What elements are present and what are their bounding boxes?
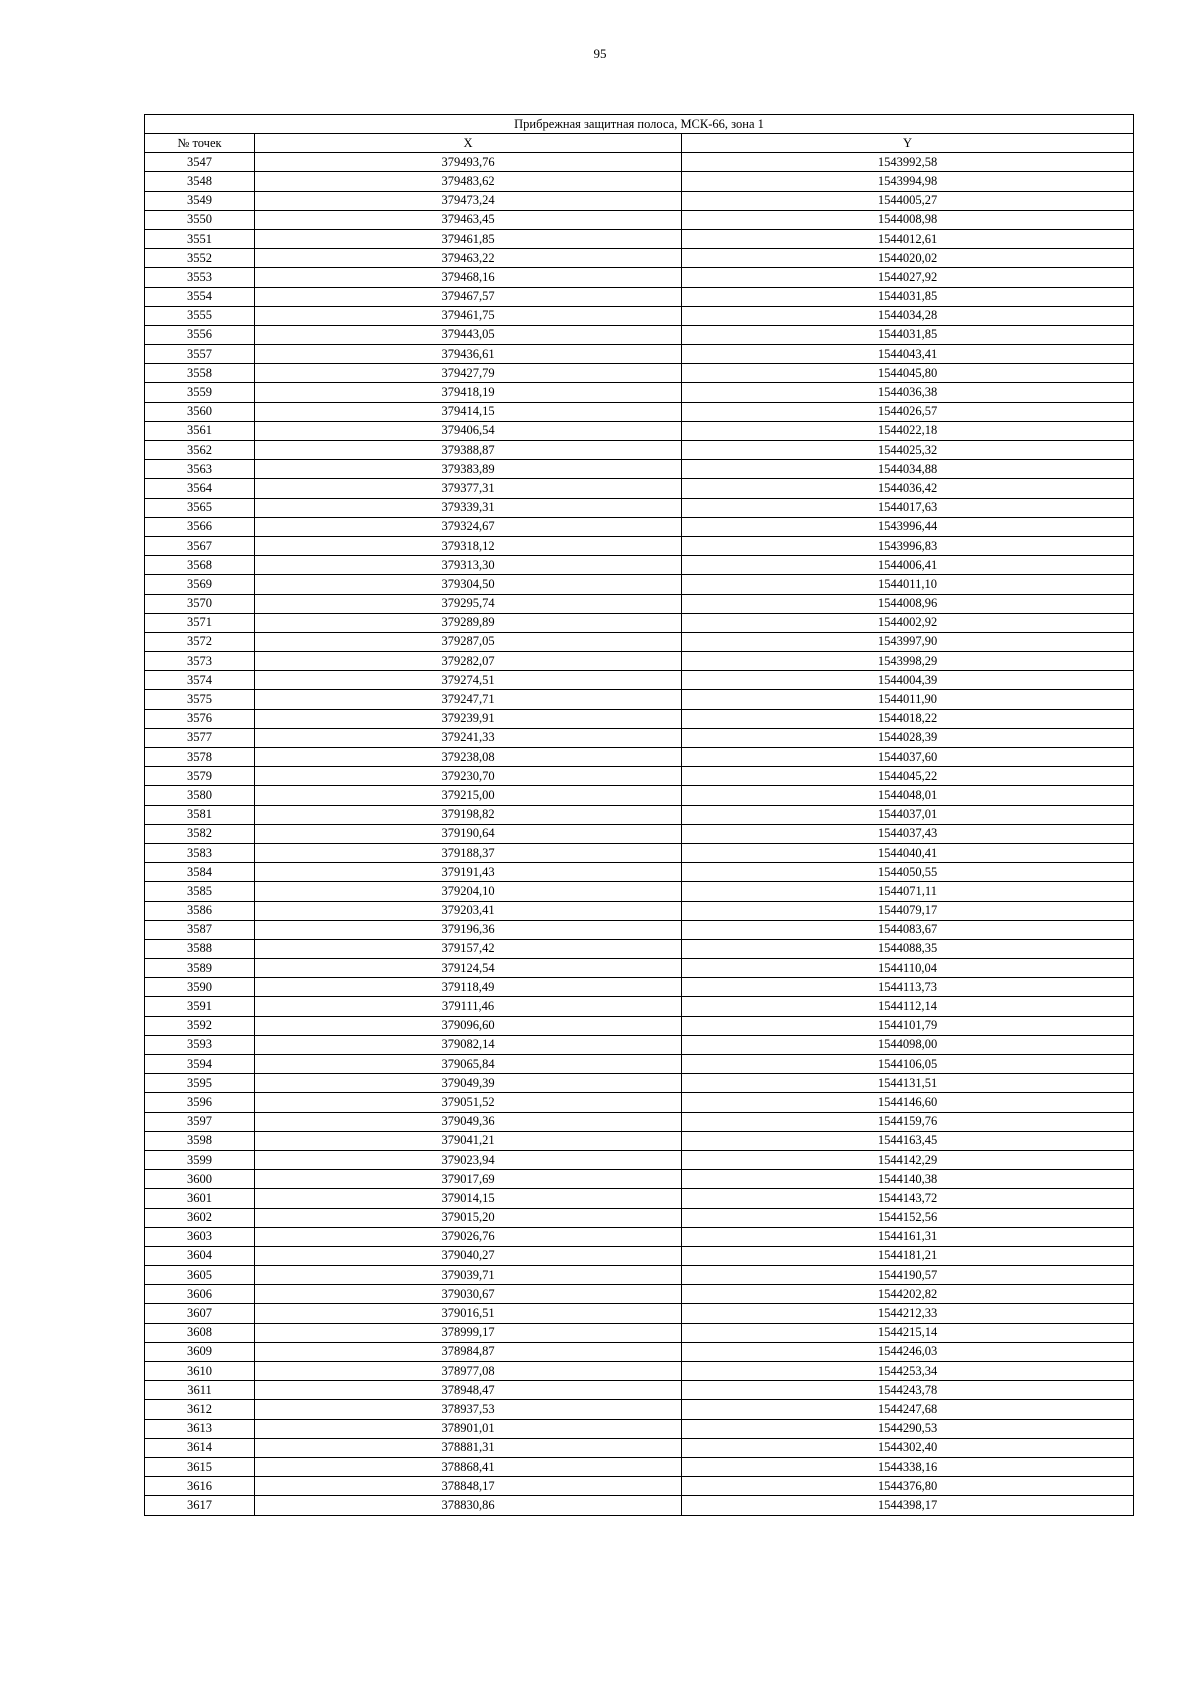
- table-row: [145, 939, 1134, 958]
- y-cell: 1544011,90: [682, 690, 1134, 709]
- point-number-cell: 3604: [145, 1246, 255, 1265]
- point-number-cell: 3555: [145, 306, 255, 325]
- point-number-cell: 3554: [145, 287, 255, 306]
- y-cell: 1544006,41: [682, 556, 1134, 575]
- y-cell: 1544012,61: [682, 229, 1134, 248]
- point-number-cell: 3581: [145, 805, 255, 824]
- x-cell: 379230,70: [255, 767, 682, 786]
- y-cell: 1544031,85: [682, 325, 1134, 344]
- y-cell: 1544043,41: [682, 345, 1134, 364]
- point-number-cell: 3548: [145, 172, 255, 191]
- y-cell: 1544146,60: [682, 1093, 1134, 1112]
- x-cell: 379238,08: [255, 748, 682, 767]
- x-cell: 379414,15: [255, 402, 682, 421]
- y-cell: 1544005,27: [682, 191, 1134, 210]
- x-cell: 379082,14: [255, 1035, 682, 1054]
- table-row: [145, 1227, 1134, 1246]
- point-number-cell: 3596: [145, 1093, 255, 1112]
- y-cell: 1544045,22: [682, 767, 1134, 786]
- y-cell: 1544098,00: [682, 1035, 1134, 1054]
- point-number-cell: 3561: [145, 421, 255, 440]
- point-number-cell: 3609: [145, 1342, 255, 1361]
- x-cell: 379118,49: [255, 978, 682, 997]
- x-cell: 379295,74: [255, 594, 682, 613]
- table-row: [145, 1457, 1134, 1476]
- table-row: [145, 1266, 1134, 1285]
- point-number-cell: 3584: [145, 863, 255, 882]
- table-row: [145, 1285, 1134, 1304]
- x-cell: 378901,01: [255, 1419, 682, 1438]
- table-row: [145, 959, 1134, 978]
- table-row: [145, 498, 1134, 517]
- table-row: [145, 1074, 1134, 1093]
- y-cell: 1544110,04: [682, 959, 1134, 978]
- point-number-cell: 3573: [145, 652, 255, 671]
- y-cell: 1544026,57: [682, 402, 1134, 421]
- point-number-cell: 3576: [145, 709, 255, 728]
- point-number-cell: 3565: [145, 498, 255, 517]
- table-row: [145, 287, 1134, 306]
- table-row: [145, 594, 1134, 613]
- point-number-cell: 3592: [145, 1016, 255, 1035]
- point-number-cell: 3591: [145, 997, 255, 1016]
- y-cell: 1544040,41: [682, 843, 1134, 862]
- y-cell: 1544159,76: [682, 1112, 1134, 1131]
- x-cell: 379017,69: [255, 1170, 682, 1189]
- x-cell: 378984,87: [255, 1342, 682, 1361]
- table-row: [145, 728, 1134, 747]
- y-cell: 1544037,43: [682, 824, 1134, 843]
- x-cell: 378881,31: [255, 1438, 682, 1457]
- table-row: [145, 1477, 1134, 1496]
- x-cell: 379239,91: [255, 709, 682, 728]
- point-number-cell: 3586: [145, 901, 255, 920]
- point-number-cell: 3606: [145, 1285, 255, 1304]
- table-row: [145, 978, 1134, 997]
- x-cell: 379388,87: [255, 441, 682, 460]
- x-cell: 379461,75: [255, 306, 682, 325]
- point-number-cell: 3594: [145, 1055, 255, 1074]
- x-cell: 379039,71: [255, 1266, 682, 1285]
- x-cell: 379157,42: [255, 939, 682, 958]
- table-row: [145, 709, 1134, 728]
- table-row: [145, 1400, 1134, 1419]
- x-cell: 379473,24: [255, 191, 682, 210]
- y-cell: 1544202,82: [682, 1285, 1134, 1304]
- table-row: [145, 1150, 1134, 1169]
- point-number-cell: 3570: [145, 594, 255, 613]
- table-row: [145, 786, 1134, 805]
- y-cell: 1544163,45: [682, 1131, 1134, 1150]
- y-cell: 1544215,14: [682, 1323, 1134, 1342]
- y-cell: 1544131,51: [682, 1074, 1134, 1093]
- point-number-cell: 3605: [145, 1266, 255, 1285]
- table-header-row: [145, 134, 1134, 153]
- y-cell: 1544018,22: [682, 709, 1134, 728]
- x-cell: 379274,51: [255, 671, 682, 690]
- y-cell: 1543996,83: [682, 536, 1134, 555]
- table-row: [145, 1093, 1134, 1112]
- x-cell: 378977,08: [255, 1362, 682, 1381]
- point-number-cell: 3549: [145, 191, 255, 210]
- y-cell: 1544017,63: [682, 498, 1134, 517]
- point-number-cell: 3563: [145, 460, 255, 479]
- x-cell: 379304,50: [255, 575, 682, 594]
- x-cell: 379015,20: [255, 1208, 682, 1227]
- table-caption-row: [145, 115, 1134, 134]
- table-row: [145, 1112, 1134, 1131]
- y-cell: 1544101,79: [682, 1016, 1134, 1035]
- y-cell: 1543994,98: [682, 172, 1134, 191]
- point-number-cell: 3566: [145, 517, 255, 536]
- table-row: [145, 421, 1134, 440]
- x-cell: 379188,37: [255, 843, 682, 862]
- x-cell: 379463,45: [255, 210, 682, 229]
- table-row: [145, 1131, 1134, 1150]
- point-number-cell: 3551: [145, 229, 255, 248]
- table-row: [145, 441, 1134, 460]
- x-cell: 378937,53: [255, 1400, 682, 1419]
- table-row: [145, 1246, 1134, 1265]
- point-number-cell: 3608: [145, 1323, 255, 1342]
- x-cell: 379014,15: [255, 1189, 682, 1208]
- table-row: [145, 1342, 1134, 1361]
- y-cell: 1544022,18: [682, 421, 1134, 440]
- point-number-cell: 3597: [145, 1112, 255, 1131]
- x-cell: 379203,41: [255, 901, 682, 920]
- y-cell: 1544002,92: [682, 613, 1134, 632]
- point-number-cell: 3562: [145, 441, 255, 460]
- x-cell: 379124,54: [255, 959, 682, 978]
- point-number-cell: 3579: [145, 767, 255, 786]
- y-cell: 1544037,01: [682, 805, 1134, 824]
- x-cell: 379289,89: [255, 613, 682, 632]
- point-number-cell: 3600: [145, 1170, 255, 1189]
- point-number-cell: 3558: [145, 364, 255, 383]
- x-cell: 378848,17: [255, 1477, 682, 1496]
- table-row: [145, 460, 1134, 479]
- x-cell: 379282,07: [255, 652, 682, 671]
- point-number-cell: 3583: [145, 843, 255, 862]
- table-row: [145, 1438, 1134, 1457]
- table-row: [145, 383, 1134, 402]
- table-row: [145, 671, 1134, 690]
- table-row: [145, 229, 1134, 248]
- table-row: [145, 920, 1134, 939]
- point-number-cell: 3574: [145, 671, 255, 690]
- x-cell: 379339,31: [255, 498, 682, 517]
- point-number-cell: 3577: [145, 728, 255, 747]
- point-number-cell: 3588: [145, 939, 255, 958]
- x-cell: 379427,79: [255, 364, 682, 383]
- y-cell: 1544011,10: [682, 575, 1134, 594]
- table-row: [145, 1170, 1134, 1189]
- table-row: [145, 1304, 1134, 1323]
- table-row: [145, 536, 1134, 555]
- x-cell: 379247,71: [255, 690, 682, 709]
- table-row: [145, 1016, 1134, 1035]
- x-cell: 378999,17: [255, 1323, 682, 1342]
- table-row: [145, 882, 1134, 901]
- point-number-cell: 3552: [145, 249, 255, 268]
- table-row: [145, 824, 1134, 843]
- point-number-cell: 3556: [145, 325, 255, 344]
- table-row: [145, 1362, 1134, 1381]
- y-cell: 1544113,73: [682, 978, 1134, 997]
- y-cell: 1544020,02: [682, 249, 1134, 268]
- table-row: [145, 1381, 1134, 1400]
- point-number-cell: 3567: [145, 536, 255, 555]
- y-cell: 1543992,58: [682, 153, 1134, 172]
- y-cell: 1544031,85: [682, 287, 1134, 306]
- table-row: [145, 805, 1134, 824]
- y-cell: 1544338,16: [682, 1457, 1134, 1476]
- point-number-cell: 3615: [145, 1457, 255, 1476]
- y-cell: 1544253,34: [682, 1362, 1134, 1381]
- y-cell: 1544025,32: [682, 441, 1134, 460]
- x-cell: 379313,30: [255, 556, 682, 575]
- table-body: [145, 153, 1134, 1515]
- point-number-cell: 3569: [145, 575, 255, 594]
- y-cell: 1544008,98: [682, 210, 1134, 229]
- table-row: [145, 556, 1134, 575]
- table-row: [145, 153, 1134, 172]
- point-number-cell: 3612: [145, 1400, 255, 1419]
- x-cell: 379030,67: [255, 1285, 682, 1304]
- point-number-cell: 3572: [145, 632, 255, 651]
- point-number-cell: 3553: [145, 268, 255, 287]
- table-row: [145, 1035, 1134, 1054]
- table-row: [145, 997, 1134, 1016]
- y-cell: 1544088,35: [682, 939, 1134, 958]
- table-row: [145, 249, 1134, 268]
- point-number-cell: 3611: [145, 1381, 255, 1400]
- point-number-cell: 3571: [145, 613, 255, 632]
- point-number-cell: 3601: [145, 1189, 255, 1208]
- table-row: [145, 575, 1134, 594]
- header-point-number: № точек: [145, 134, 255, 153]
- table-row: [145, 613, 1134, 632]
- table-row: [145, 364, 1134, 383]
- point-number-cell: 3614: [145, 1438, 255, 1457]
- point-number-cell: 3560: [145, 402, 255, 421]
- y-cell: 1544290,53: [682, 1419, 1134, 1438]
- table-row: [145, 863, 1134, 882]
- x-cell: 379191,43: [255, 863, 682, 882]
- y-cell: 1544247,68: [682, 1400, 1134, 1419]
- table-row: [145, 210, 1134, 229]
- x-cell: 379377,31: [255, 479, 682, 498]
- x-cell: 379041,21: [255, 1131, 682, 1150]
- y-cell: 1544398,17: [682, 1496, 1134, 1515]
- y-cell: 1544112,14: [682, 997, 1134, 1016]
- table-row: [145, 690, 1134, 709]
- y-cell: 1544190,57: [682, 1266, 1134, 1285]
- point-number-cell: 3580: [145, 786, 255, 805]
- y-cell: 1544071,11: [682, 882, 1134, 901]
- table-row: [145, 748, 1134, 767]
- header-x: X: [255, 134, 682, 153]
- table-row: [145, 901, 1134, 920]
- x-cell: 379241,33: [255, 728, 682, 747]
- x-cell: 379436,61: [255, 345, 682, 364]
- x-cell: 379016,51: [255, 1304, 682, 1323]
- point-number-cell: 3610: [145, 1362, 255, 1381]
- x-cell: 379461,85: [255, 229, 682, 248]
- x-cell: 379040,27: [255, 1246, 682, 1265]
- table-caption: Прибрежная защитная полоса, МСК-66, зона 1: [145, 115, 1134, 134]
- table-row: [145, 306, 1134, 325]
- table-row: [145, 517, 1134, 536]
- x-cell: 379324,67: [255, 517, 682, 536]
- y-cell: 1544008,96: [682, 594, 1134, 613]
- point-number-cell: 3550: [145, 210, 255, 229]
- header-y: Y: [682, 134, 1134, 153]
- point-number-cell: 3607: [145, 1304, 255, 1323]
- table-row: [145, 1323, 1134, 1342]
- table-row: [145, 1189, 1134, 1208]
- table-row: [145, 479, 1134, 498]
- y-cell: 1544045,80: [682, 364, 1134, 383]
- x-cell: 379418,19: [255, 383, 682, 402]
- point-number-cell: 3598: [145, 1131, 255, 1150]
- x-cell: 379204,10: [255, 882, 682, 901]
- x-cell: 379096,60: [255, 1016, 682, 1035]
- y-cell: 1544034,88: [682, 460, 1134, 479]
- x-cell: 379468,16: [255, 268, 682, 287]
- coordinates-table: [144, 114, 1134, 1516]
- y-cell: 1544161,31: [682, 1227, 1134, 1246]
- point-number-cell: 3578: [145, 748, 255, 767]
- page-number: 95: [593, 46, 607, 61]
- y-cell: 1544027,92: [682, 268, 1134, 287]
- point-number-cell: 3616: [145, 1477, 255, 1496]
- y-cell: 1544083,67: [682, 920, 1134, 939]
- y-cell: 1544243,78: [682, 1381, 1134, 1400]
- point-number-cell: 3568: [145, 556, 255, 575]
- x-cell: 378868,41: [255, 1457, 682, 1476]
- y-cell: 1544034,28: [682, 306, 1134, 325]
- point-number-cell: 3599: [145, 1150, 255, 1169]
- point-number-cell: 3603: [145, 1227, 255, 1246]
- y-cell: 1544376,80: [682, 1477, 1134, 1496]
- table-row: [145, 632, 1134, 651]
- x-cell: 379049,39: [255, 1074, 682, 1093]
- x-cell: 379287,05: [255, 632, 682, 651]
- table-row: [145, 767, 1134, 786]
- table-row: [145, 345, 1134, 364]
- x-cell: 379215,00: [255, 786, 682, 805]
- table-row: [145, 1419, 1134, 1438]
- point-number-cell: 3590: [145, 978, 255, 997]
- x-cell: 379463,22: [255, 249, 682, 268]
- y-cell: 1543996,44: [682, 517, 1134, 536]
- x-cell: 379065,84: [255, 1055, 682, 1074]
- point-number-cell: 3595: [145, 1074, 255, 1093]
- y-cell: 1544302,40: [682, 1438, 1134, 1457]
- x-cell: 379198,82: [255, 805, 682, 824]
- table-row: [145, 1055, 1134, 1074]
- x-cell: 379051,52: [255, 1093, 682, 1112]
- table-row: [145, 325, 1134, 344]
- x-cell: 378830,86: [255, 1496, 682, 1515]
- y-cell: 1544037,60: [682, 748, 1134, 767]
- point-number-cell: 3547: [145, 153, 255, 172]
- table-row: [145, 191, 1134, 210]
- point-number-cell: 3613: [145, 1419, 255, 1438]
- table-row: [145, 652, 1134, 671]
- y-cell: 1544036,38: [682, 383, 1134, 402]
- y-cell: 1544048,01: [682, 786, 1134, 805]
- x-cell: 378948,47: [255, 1381, 682, 1400]
- x-cell: 379026,76: [255, 1227, 682, 1246]
- x-cell: 379023,94: [255, 1150, 682, 1169]
- point-number-cell: 3557: [145, 345, 255, 364]
- y-cell: 1544246,03: [682, 1342, 1134, 1361]
- point-number-cell: 3593: [145, 1035, 255, 1054]
- y-cell: 1544004,39: [682, 671, 1134, 690]
- x-cell: 379383,89: [255, 460, 682, 479]
- table-row: [145, 843, 1134, 862]
- y-cell: 1544152,56: [682, 1208, 1134, 1227]
- y-cell: 1544050,55: [682, 863, 1134, 882]
- x-cell: 379467,57: [255, 287, 682, 306]
- x-cell: 379406,54: [255, 421, 682, 440]
- x-cell: 379111,46: [255, 997, 682, 1016]
- point-number-cell: 3587: [145, 920, 255, 939]
- y-cell: 1544142,29: [682, 1150, 1134, 1169]
- point-number-cell: 3589: [145, 959, 255, 978]
- x-cell: 379483,62: [255, 172, 682, 191]
- table-row: [145, 172, 1134, 191]
- x-cell: 379196,36: [255, 920, 682, 939]
- y-cell: 1544181,21: [682, 1246, 1134, 1265]
- table-row: [145, 1496, 1134, 1515]
- x-cell: 379318,12: [255, 536, 682, 555]
- point-number-cell: 3559: [145, 383, 255, 402]
- y-cell: 1543998,29: [682, 652, 1134, 671]
- point-number-cell: 3617: [145, 1496, 255, 1515]
- y-cell: 1544036,42: [682, 479, 1134, 498]
- table-row: [145, 402, 1134, 421]
- x-cell: 379190,64: [255, 824, 682, 843]
- y-cell: 1544079,17: [682, 901, 1134, 920]
- x-cell: 379493,76: [255, 153, 682, 172]
- y-cell: 1544028,39: [682, 728, 1134, 747]
- y-cell: 1544106,05: [682, 1055, 1134, 1074]
- point-number-cell: 3575: [145, 690, 255, 709]
- x-cell: 379443,05: [255, 325, 682, 344]
- table-row: [145, 268, 1134, 287]
- y-cell: 1543997,90: [682, 632, 1134, 651]
- point-number-cell: 3602: [145, 1208, 255, 1227]
- x-cell: 379049,36: [255, 1112, 682, 1131]
- table-row: [145, 1208, 1134, 1227]
- y-cell: 1544212,33: [682, 1304, 1134, 1323]
- y-cell: 1544140,38: [682, 1170, 1134, 1189]
- point-number-cell: 3564: [145, 479, 255, 498]
- point-number-cell: 3585: [145, 882, 255, 901]
- y-cell: 1544143,72: [682, 1189, 1134, 1208]
- point-number-cell: 3582: [145, 824, 255, 843]
